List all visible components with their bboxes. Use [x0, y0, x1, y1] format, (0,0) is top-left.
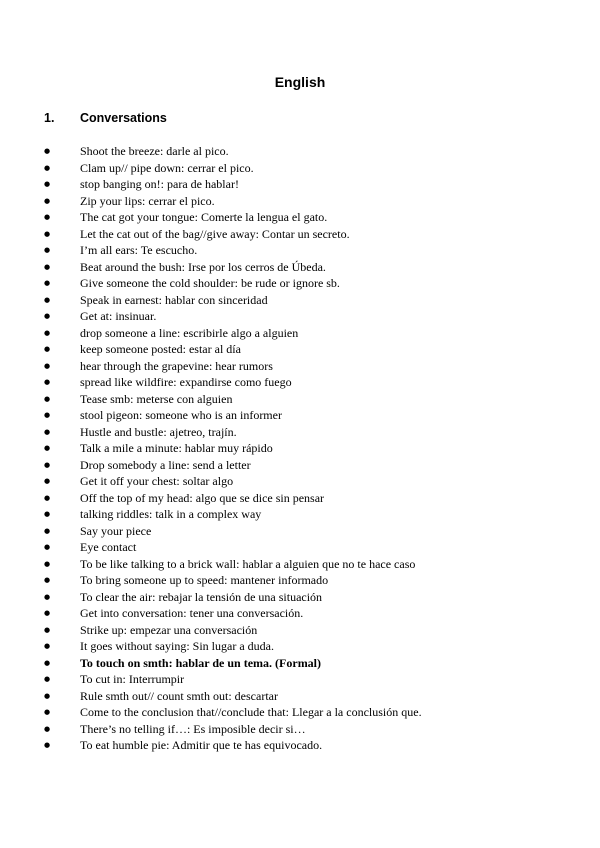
bullet-icon: ● [44, 312, 51, 320]
list-item-text: There’s no telling if…: Es imposible decir si… [80, 721, 306, 736]
list-item-text: To bring someone up to speed: mantener informado [80, 573, 329, 587]
list-item [44, 523, 584, 540]
bullet-icon: ● [44, 427, 51, 436]
list-item-text: Come to the conclusion that//conclude that: Llegar a la conclusión que. [80, 705, 422, 719]
bullet-icon: ● [44, 559, 51, 568]
list-item-text: Eye contact [80, 540, 137, 554]
list-item-text: To touch on smth: hablar de un tema. (Formal) [80, 655, 322, 670]
bullet-icon: ● [44, 543, 51, 551]
list-item-text: stool pigeon: someone who is an informer [80, 408, 282, 422]
list-item [44, 143, 584, 160]
list-item [44, 556, 584, 573]
list-item [44, 292, 584, 309]
bullet-icon: ● [44, 196, 51, 205]
bullet-icon: ● [44, 411, 51, 419]
list-item [44, 605, 584, 622]
list-item [44, 655, 584, 672]
bullet-icon: ● [44, 345, 51, 353]
bullet-icon: ● [44, 658, 51, 667]
bullet-icon: ● [44, 460, 51, 469]
list-item [44, 721, 584, 738]
list-item-text: To clear the air: rebajar la tensión de una situación [80, 589, 323, 604]
bullet-icon: ● [44, 526, 51, 535]
list-item [44, 407, 584, 424]
list-item-text: To be like talking to a brick wall: hablar a alguien que no te hace caso [80, 556, 416, 571]
bullet-icon: ● [44, 246, 51, 254]
bullet-icon: ● [44, 642, 51, 650]
bullet-icon: ● [44, 163, 51, 172]
list-item [44, 358, 584, 375]
list-item-text: It goes without saying: Sin lugar a duda. [80, 639, 274, 653]
list-item-text: To eat humble pie: Admitir que te has equivocado. [80, 738, 323, 752]
expression-list [44, 143, 584, 754]
list-item-text: Zip your lips: cerrar el pico. [80, 193, 215, 208]
list-item [44, 622, 584, 639]
bullet-icon: ● [44, 213, 51, 221]
list-item [44, 176, 584, 193]
list-item [44, 341, 584, 358]
list-item [44, 704, 584, 721]
list-item [44, 259, 584, 276]
list-item-text: hear through the grapevine: hear rumors [80, 358, 273, 373]
list-item [44, 209, 584, 226]
bullet-icon: ● [44, 625, 51, 634]
list-item [44, 457, 584, 474]
list-item-text: keep someone posted: estar al día [80, 342, 241, 356]
list-item [44, 308, 584, 325]
list-item [44, 490, 584, 507]
list-item-text: Get at: insinuar. [80, 309, 157, 323]
bullet-icon: ● [44, 493, 51, 502]
list-item [44, 275, 584, 292]
list-item [44, 226, 584, 243]
list-item [44, 391, 584, 408]
bullet-icon: ● [44, 576, 51, 584]
list-item [44, 638, 584, 655]
list-item [44, 325, 584, 342]
list-item [44, 473, 584, 490]
bullet-icon: ● [44, 477, 51, 485]
bullet-icon: ● [44, 180, 51, 188]
list-item-text: Say your piece [80, 523, 152, 538]
list-item [44, 589, 584, 606]
bullet-icon: ● [44, 675, 51, 683]
list-item-text: Speak in earnest: hablar con sinceridad [80, 292, 268, 307]
list-item-text: Clam up// pipe down: cerrar el pico. [80, 160, 254, 175]
list-item-text: Give someone the cold shoulder: be rude or ignore sb. [80, 276, 340, 290]
list-item-text: Get into conversation: tener una conversación. [80, 606, 304, 620]
list-item-text: I’m all ears: Te escucho. [80, 243, 198, 257]
list-item [44, 242, 584, 259]
bullet-icon: ● [44, 444, 51, 452]
list-item [44, 539, 584, 556]
bullet-icon: ● [44, 361, 51, 370]
bullet-icon: ● [44, 592, 51, 601]
section-number: 1. [44, 111, 55, 125]
section-heading-text: Conversations [80, 111, 167, 125]
list-item [44, 440, 584, 457]
bullet-icon: ● [44, 510, 51, 518]
bullet-icon: ● [44, 147, 51, 155]
list-item-text: spread like wildfire: expandirse como fuego [80, 375, 292, 389]
bullet-icon: ● [44, 609, 51, 617]
list-item-text: Drop somebody a line: send a letter [80, 457, 251, 472]
list-item-text: drop someone a line: escribirle algo a alguien [80, 325, 299, 340]
list-item [44, 193, 584, 210]
list-item [44, 160, 584, 177]
list-item-text: stop banging on!: para de hablar! [80, 177, 239, 191]
list-item-text: Beat around the bush: Irse por los cerros de Úbeda. [80, 259, 326, 274]
list-item-text: Rule smth out// count smth out: descartar [80, 688, 278, 703]
bullet-icon: ● [44, 691, 51, 700]
list-item-text: To cut in: Interrumpir [80, 672, 185, 686]
bullet-icon: ● [44, 708, 51, 716]
list-item-text: Get it off your chest: soltar algo [80, 474, 234, 488]
bullet-icon: ● [44, 229, 51, 238]
list-item [44, 688, 584, 705]
bullet-icon: ● [44, 741, 51, 749]
list-item [44, 737, 584, 754]
list-item-text: Hustle and bustle: ajetreo, trajín. [80, 424, 237, 439]
bullet-icon: ● [44, 262, 51, 271]
list-item [44, 671, 584, 688]
list-item-text: talking riddles: talk in a complex way [80, 507, 262, 521]
bullet-icon: ● [44, 394, 51, 403]
list-item-text: The cat got your tongue: Comerte la lengua el gato. [80, 210, 328, 224]
list-item [44, 374, 584, 391]
list-item [44, 506, 584, 523]
bullet-icon: ● [44, 724, 51, 733]
list-item-text: Tease smb: meterse con alguien [80, 391, 233, 406]
section-heading [44, 110, 167, 126]
bullet-icon: ● [44, 279, 51, 287]
list-item-text: Shoot the breeze: darle al pico. [80, 144, 229, 158]
list-item [44, 424, 584, 441]
bullet-icon: ● [44, 378, 51, 386]
list-item-text: Off the top of my head: algo que se dice sin pensar [80, 490, 325, 505]
list-item-text: Talk a mile a minute: hablar muy rápido [80, 441, 273, 455]
list-item-text: Let the cat out of the bag//give away: Contar un secreto. [80, 226, 350, 241]
bullet-icon: ● [44, 295, 51, 304]
list-item-text: Strike up: empezar una conversación [80, 622, 258, 637]
list-item [44, 572, 584, 589]
bullet-icon: ● [44, 328, 51, 337]
page-title: English [274, 74, 326, 90]
